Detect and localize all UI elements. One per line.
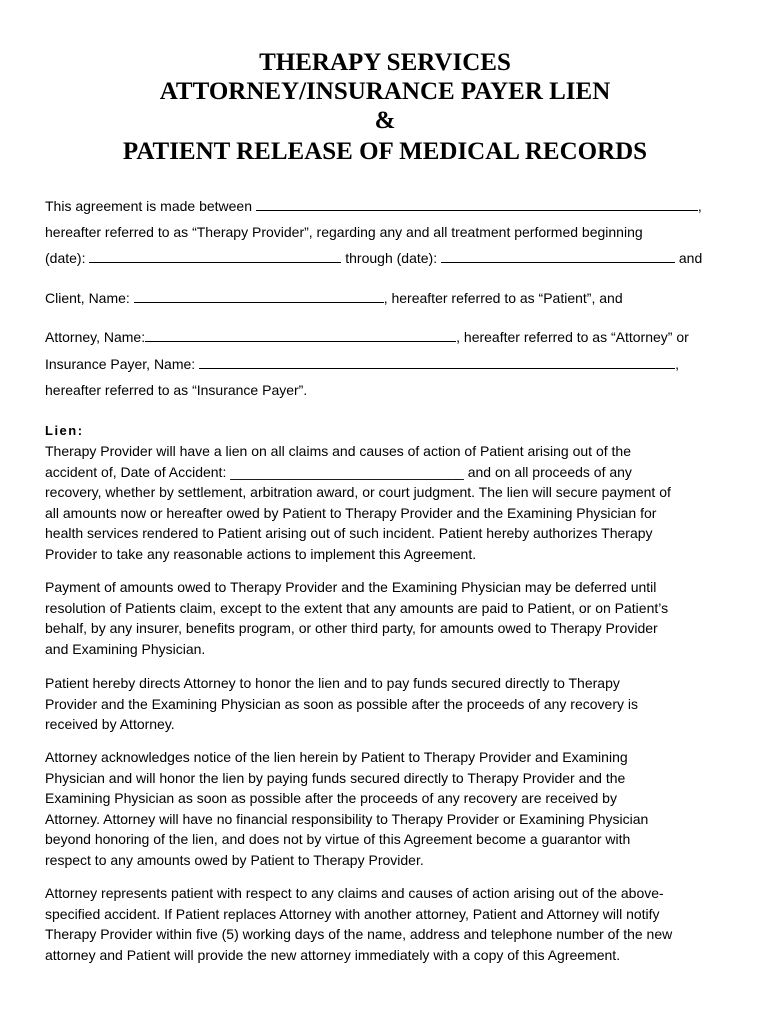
- paragraph-line: accident of, Date of Accident: ______________________________ and on all proceeds of any: [45, 463, 632, 480]
- paragraph-line: Attorney represents patient with respect to any claims and causes of action arising out of the above-: [45, 885, 664, 901]
- paragraph-line: all amounts now or hereafter owed by Patient to Therapy Provider and the Examining Physician for: [45, 504, 657, 521]
- agreement-line-3: [45, 249, 702, 267]
- start-date-field[interactable]: [89, 249, 341, 263]
- attorney-line: [45, 328, 689, 346]
- insurance-line-comma: ,: [675, 356, 679, 372]
- paragraph-line: behalf, by any insurer, benefits program, or other third party, for amounts owed to Therapy Provider: [45, 620, 658, 636]
- agreement-intro-text: This agreement is made between: [45, 198, 252, 214]
- agreement-line-2: hereafter referred to as “Therapy Provider”, regarding any and all treatment performed beginning: [45, 224, 643, 240]
- insurance-suffix-line: hereafter referred to as “Insurance Payer”.: [45, 382, 308, 398]
- paragraph-line: Provider and the Examining Physician as soon as possible after the proceeds of any recovery is: [45, 695, 638, 712]
- paragraph-line: specified accident. If Patient replaces Attorney with another attorney, Patient and Attorney will notify: [45, 905, 660, 922]
- paragraph-line: Examining Physician as soon as possible after the proceeds of any recovery are received by: [45, 790, 617, 806]
- paragraph-line: attorney and Patient will provide the new attorney immediately with a copy of this Agreement.: [45, 946, 621, 963]
- agreement-line-1-comma: ,: [697, 198, 702, 214]
- title-line-2: ATTORNEY/INSURANCE PAYER LIEN: [159, 78, 611, 105]
- paragraph-line: and Examining Physician.: [45, 640, 206, 657]
- paragraph-line: respect to any amounts owed by Patient to Therapy Provider.: [45, 851, 424, 868]
- paragraph-line: Provider to take any reasonable actions to implement this Agreement.: [45, 545, 477, 562]
- paragraph-line: received by Attorney.: [45, 716, 175, 732]
- paragraph-line: health services rendered to Patient arising out of such incident. Patient hereby authorizes Therapy: [45, 525, 653, 541]
- paragraph-line: beyond honoring of the lien, and does not by virtue of this Agreement become a guarantor with: [45, 831, 631, 847]
- attorney-suffix: , hereafter referred to as “Attorney” or: [456, 329, 689, 345]
- attorney-name-field[interactable]: [145, 328, 456, 342]
- insurance-payer-name-field[interactable]: [199, 355, 675, 369]
- lien-paragraph-1: [45, 441, 735, 564]
- paragraph-line: Physician and will honor the lien by paying funds secured directly to Therapy Provider and the: [45, 769, 626, 786]
- agreement-line-1: [45, 197, 702, 215]
- insurance-payer-name-label: Insurance Payer, Name:: [45, 356, 196, 372]
- client-suffix: , hereafter referred to as “Patient”, and: [383, 290, 623, 306]
- start-date-label: (date):: [45, 250, 86, 266]
- insurance-line: [45, 355, 679, 373]
- lien-paragraph-2: [45, 577, 735, 659]
- end-date-field[interactable]: [441, 249, 675, 263]
- paragraph-line: Therapy Provider within five (5) working days of the name, address and telephone number of the new: [45, 926, 673, 942]
- paragraph-line: Therapy Provider will have a lien on all claims and causes of action of Patient arising out of the: [45, 443, 631, 459]
- paragraph-line: Patient hereby directs Attorney to honor the lien and to pay funds secured directly to Therapy: [45, 675, 620, 691]
- lien-paragraph-4: [45, 747, 735, 870]
- and-text: and: [678, 250, 703, 266]
- client-name-field[interactable]: [134, 289, 384, 303]
- lien-paragraph-3: [45, 673, 735, 735]
- lien-heading: Lien:: [45, 423, 84, 438]
- paragraph-line: Payment of amounts owed to Therapy Provider and the Examining Physician may be deferred until: [45, 579, 657, 595]
- paragraph-line: Attorney. Attorney will have no financial responsibility to Therapy Provider or Examining Physician: [45, 810, 649, 827]
- lien-paragraph-5: [45, 883, 735, 965]
- title-line-1: THERAPY SERVICES: [259, 49, 511, 76]
- paragraph-line: recovery, whether by settlement, arbitration award, or court judgment. The lien will secure payment of: [45, 484, 671, 500]
- paragraph-line: resolution of Patients claim, except to the extent that any amounts are paid to Patient, or on Patient’s: [45, 599, 669, 616]
- through-date-label: through (date):: [345, 250, 438, 266]
- attorney-name-label: Attorney, Name:: [45, 329, 146, 345]
- paragraph-line: Attorney acknowledges notice of the lien herein by Patient to Therapy Provider and Examining: [45, 749, 628, 765]
- title-line-3: &: [374, 107, 396, 134]
- therapy-provider-name-field[interactable]: [256, 197, 698, 211]
- title-line-4: PATIENT RELEASE OF MEDICAL RECORDS: [122, 138, 648, 165]
- client-line: [45, 289, 623, 307]
- client-name-label: Client, Name:: [45, 290, 130, 306]
